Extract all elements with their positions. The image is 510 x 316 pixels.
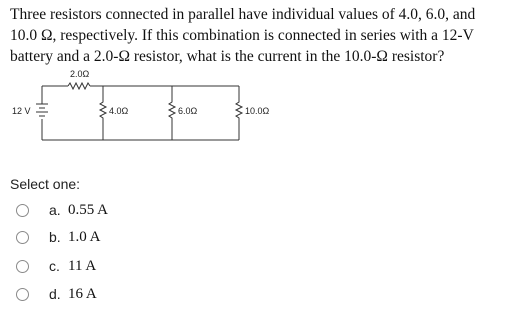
option-value: 0.55 A bbox=[68, 201, 109, 218]
resistor-10ohm-label: 10.0Ω bbox=[245, 106, 270, 116]
branch-4ohm bbox=[100, 86, 106, 140]
option-value: 11 A bbox=[68, 257, 97, 274]
option-letter: d. bbox=[49, 286, 61, 302]
resistor-6ohm-label: 6.0Ω bbox=[178, 106, 198, 116]
circuit-diagram bbox=[6, 64, 276, 154]
branch-6ohm bbox=[169, 86, 175, 140]
question-text: Three resistors connected in parallel have individual values of 4.0, 6.0, and 10.0 Ω, respectively. If this combination is connected in series with a 12-V battery and a 2.0-Ω resistor, what is the current in the 10.0-Ω resistor? bbox=[10, 6, 476, 65]
radio-button-c[interactable] bbox=[16, 260, 29, 273]
answer-option-b[interactable] bbox=[16, 227, 101, 247]
series-resistor-zigzag bbox=[68, 83, 90, 89]
radio-button-a[interactable] bbox=[16, 204, 29, 217]
option-letter: a. bbox=[49, 202, 61, 218]
radio-button-b[interactable] bbox=[16, 231, 29, 244]
answer-option-a[interactable] bbox=[16, 200, 108, 220]
battery-label: 12 V bbox=[12, 106, 31, 116]
answer-option-d[interactable] bbox=[16, 284, 97, 304]
resistor-4ohm-label: 4.0Ω bbox=[109, 106, 129, 116]
select-one-label: Select one: bbox=[10, 176, 81, 192]
option-letter: c. bbox=[49, 258, 60, 274]
answer-option-c[interactable] bbox=[16, 256, 96, 276]
radio-button-d[interactable] bbox=[16, 288, 29, 301]
option-value: 16 A bbox=[68, 285, 97, 302]
option-value: 1.0 A bbox=[68, 228, 101, 245]
branch-10ohm bbox=[236, 86, 242, 140]
series-resistor-label: 2.0Ω bbox=[70, 69, 90, 79]
option-letter: b. bbox=[49, 229, 61, 245]
